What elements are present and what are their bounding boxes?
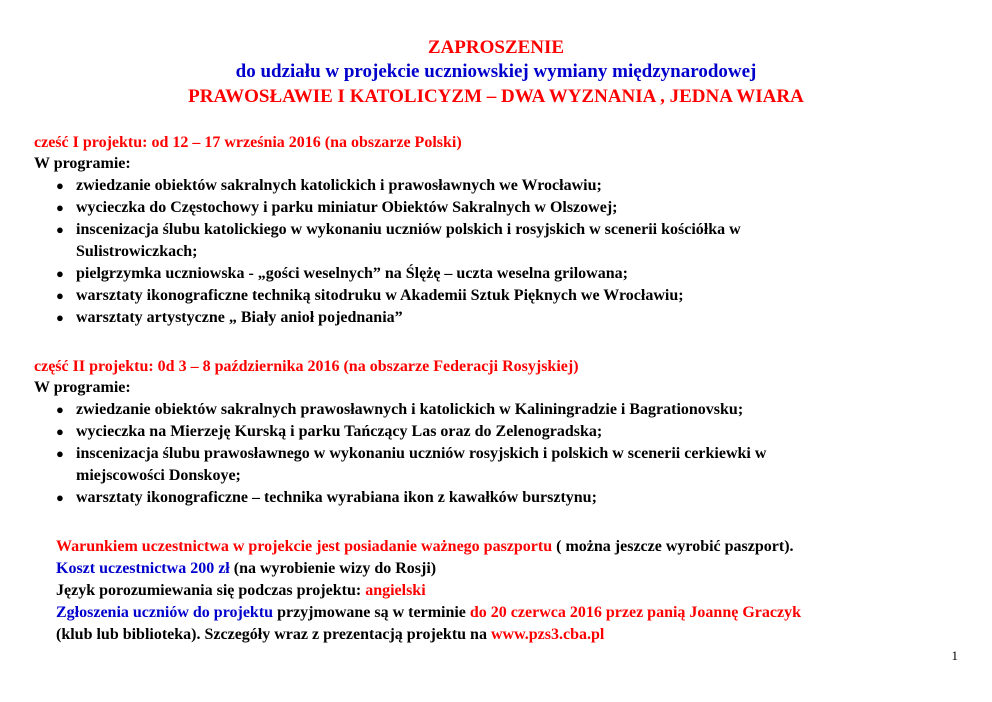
participation-condition (56, 537, 794, 557)
details-text: (klub lub biblioteka). Szczegóły wraz z prezentacją projektu na (56, 626, 491, 643)
part2-program-label: W programie: (34, 379, 131, 396)
bullet-icon: ● (56, 266, 64, 281)
bullet-icon: ● (56, 490, 64, 505)
details-info (56, 625, 604, 645)
signup-deadline: do 20 czerwca 2016 przez panią Joannę Graczyk (469, 604, 801, 621)
document-page: ZAPROSZENIE do udziału w projekcie uczniowskiej wymiany międzynarodowej PRAWOSŁAWIE I KATOLICYZM – DWA WYZNANIA , JEDNA WIARA cześć I projektu: od 12 – 17 września 2016 (na obszarze Polski) W programie: ● zwiedzanie obiektów sakralnych katolickich i prawosławnych we Wrocławiu; ● wycieczka do Częstochowy i parku miniatur Obiektów Sakralnych w Olszowej; ● inscenizacja ślubu katolickiego w wykonaniu uczniów polskich i rosyjskich w scenerii kościółka w Sulistrowiczkach; ● pielgrzymka uczniowska - „gości weselnych” na Ślężę – uczta weselna grilowana; ● warsztaty ikonograficzne techniką sitodruku w Akademii Sztuk Pięknych we Wrocławiu; ● warsztaty artystyczne „ Biały anioł pojednania” część II projektu: 0d 3 – 8 października 2016 (na obszarze Federacji Rosyjskiej) W programie: ● zwiedzanie obiektów sakralnych prawosławnych i katolickich w Kaliningradzie i Bagrationovsku; ● wycieczka na Mierzeję Kurską i parku Tańczący Las oraz do Zelenogradska; ● inscenizacja ślubu prawosławnego w wykonaniu uczniów rosyjskich i polskich w scenerii cerkiewki w miejscowości Donskoye; ● warsztaty ikonograficzne – technika wyrabiana ikon z kawałków bursztynu; Warunkiem uczestnictwa w projekcie jest posiadanie ważnego paszportu ( można jeszcze wyrobić paszport). Koszt uczestnictwa 200 zł (na wyrobienie wizy do Rosji) Język porozumiewania się podczas projektu: angielski Zgłoszenia uczniów do projektu przyjmowane są w terminie do 20 czerwca 2016 przez panią Joannę Graczyk (klub lub biblioteka). Szczegóły wraz z prezentacją projektu na www.pzs3.cba.pl 1 (0, 0, 992, 702)
bullet-icon: ● (56, 424, 64, 439)
bullet-icon: ● (56, 446, 64, 461)
invitation-subtitle: do udziału w projekcie uczniowskiej wymiany międzynarodowej (235, 61, 757, 82)
part1-heading: cześć I projektu: od 12 – 17 września 2016 (na obszarze Polski) (34, 134, 462, 151)
part2-heading: część II projektu: 0d 3 – 8 października 2016 (na obszarze Federacji Rosyjskiej) (34, 358, 579, 375)
page-number: 1 (951, 648, 958, 663)
cost-note: (na wyrobienie wizy do Rosji) (229, 560, 437, 577)
signup-title: Zgłoszenia uczniów do projektu (56, 604, 274, 621)
condition-text: Warunkiem uczestnictwa w projekcie jest posiadanie ważnego paszportu (56, 538, 553, 555)
language-value: angielski (365, 582, 426, 599)
bullet-icon: ● (56, 310, 64, 325)
bullet-icon: ● (56, 222, 64, 237)
invitation-title: ZAPROSZENIE (427, 37, 565, 58)
language-label: Język porozumiewania się podczas projektu: (56, 582, 366, 599)
bullet-icon: ● (56, 200, 64, 215)
condition-note: ( można jeszcze wyrobić paszport). (552, 538, 794, 555)
part1-program-label: W programie: (34, 155, 131, 172)
signup-middle: przyjmowane są w terminie (273, 604, 470, 621)
list-item-continuation: miejscowości Donskoye; (76, 467, 241, 484)
participation-cost (56, 559, 436, 579)
bullet-icon: ● (56, 288, 64, 303)
website-link[interactable]: www.pzs3.cba.pl (490, 626, 605, 643)
bullet-icon: ● (56, 178, 64, 193)
signup-info (56, 603, 801, 623)
cost-text: Koszt uczestnictwa 200 zł (56, 560, 230, 577)
project-language (56, 581, 426, 601)
list-item-continuation: Sulistrowiczkach; (76, 243, 198, 260)
bullet-icon: ● (56, 402, 64, 417)
project-name: PRAWOSŁAWIE I KATOLICYZM – DWA WYZNANIA , JEDNA WIARA (188, 86, 804, 107)
